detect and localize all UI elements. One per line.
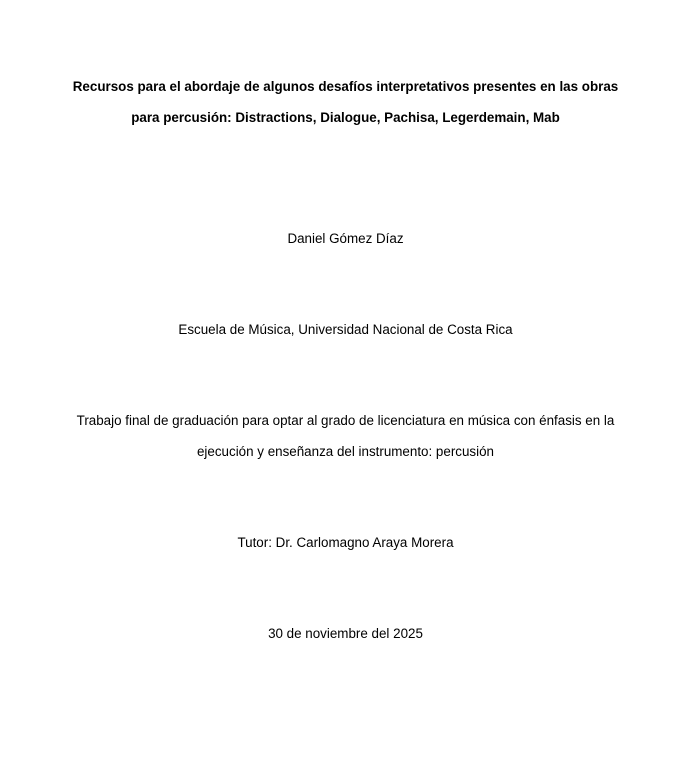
institution: Escuela de Música, Universidad Nacional de Costa Rica (178, 322, 513, 337)
title-line-2: para percusión: Distractions, Dialogue, Pachisa, Legerdemain, Mab (131, 110, 560, 125)
submission-date: 30 de noviembre del 2025 (268, 626, 423, 641)
author-name: Daniel Gómez Díaz (287, 231, 404, 246)
purpose-line-2: ejecución y enseñanza del instrumento: percusión (196, 444, 494, 459)
tutor: Tutor: Dr. Carlomagno Araya Morera (237, 535, 454, 550)
purpose-line-1: Trabajo final de graduación para optar al grado de licenciatura en música con énfasis en la (76, 413, 615, 428)
title-line-1: Recursos para el abordaje de algunos desafíos interpretativos presentes en las obras (72, 79, 619, 94)
